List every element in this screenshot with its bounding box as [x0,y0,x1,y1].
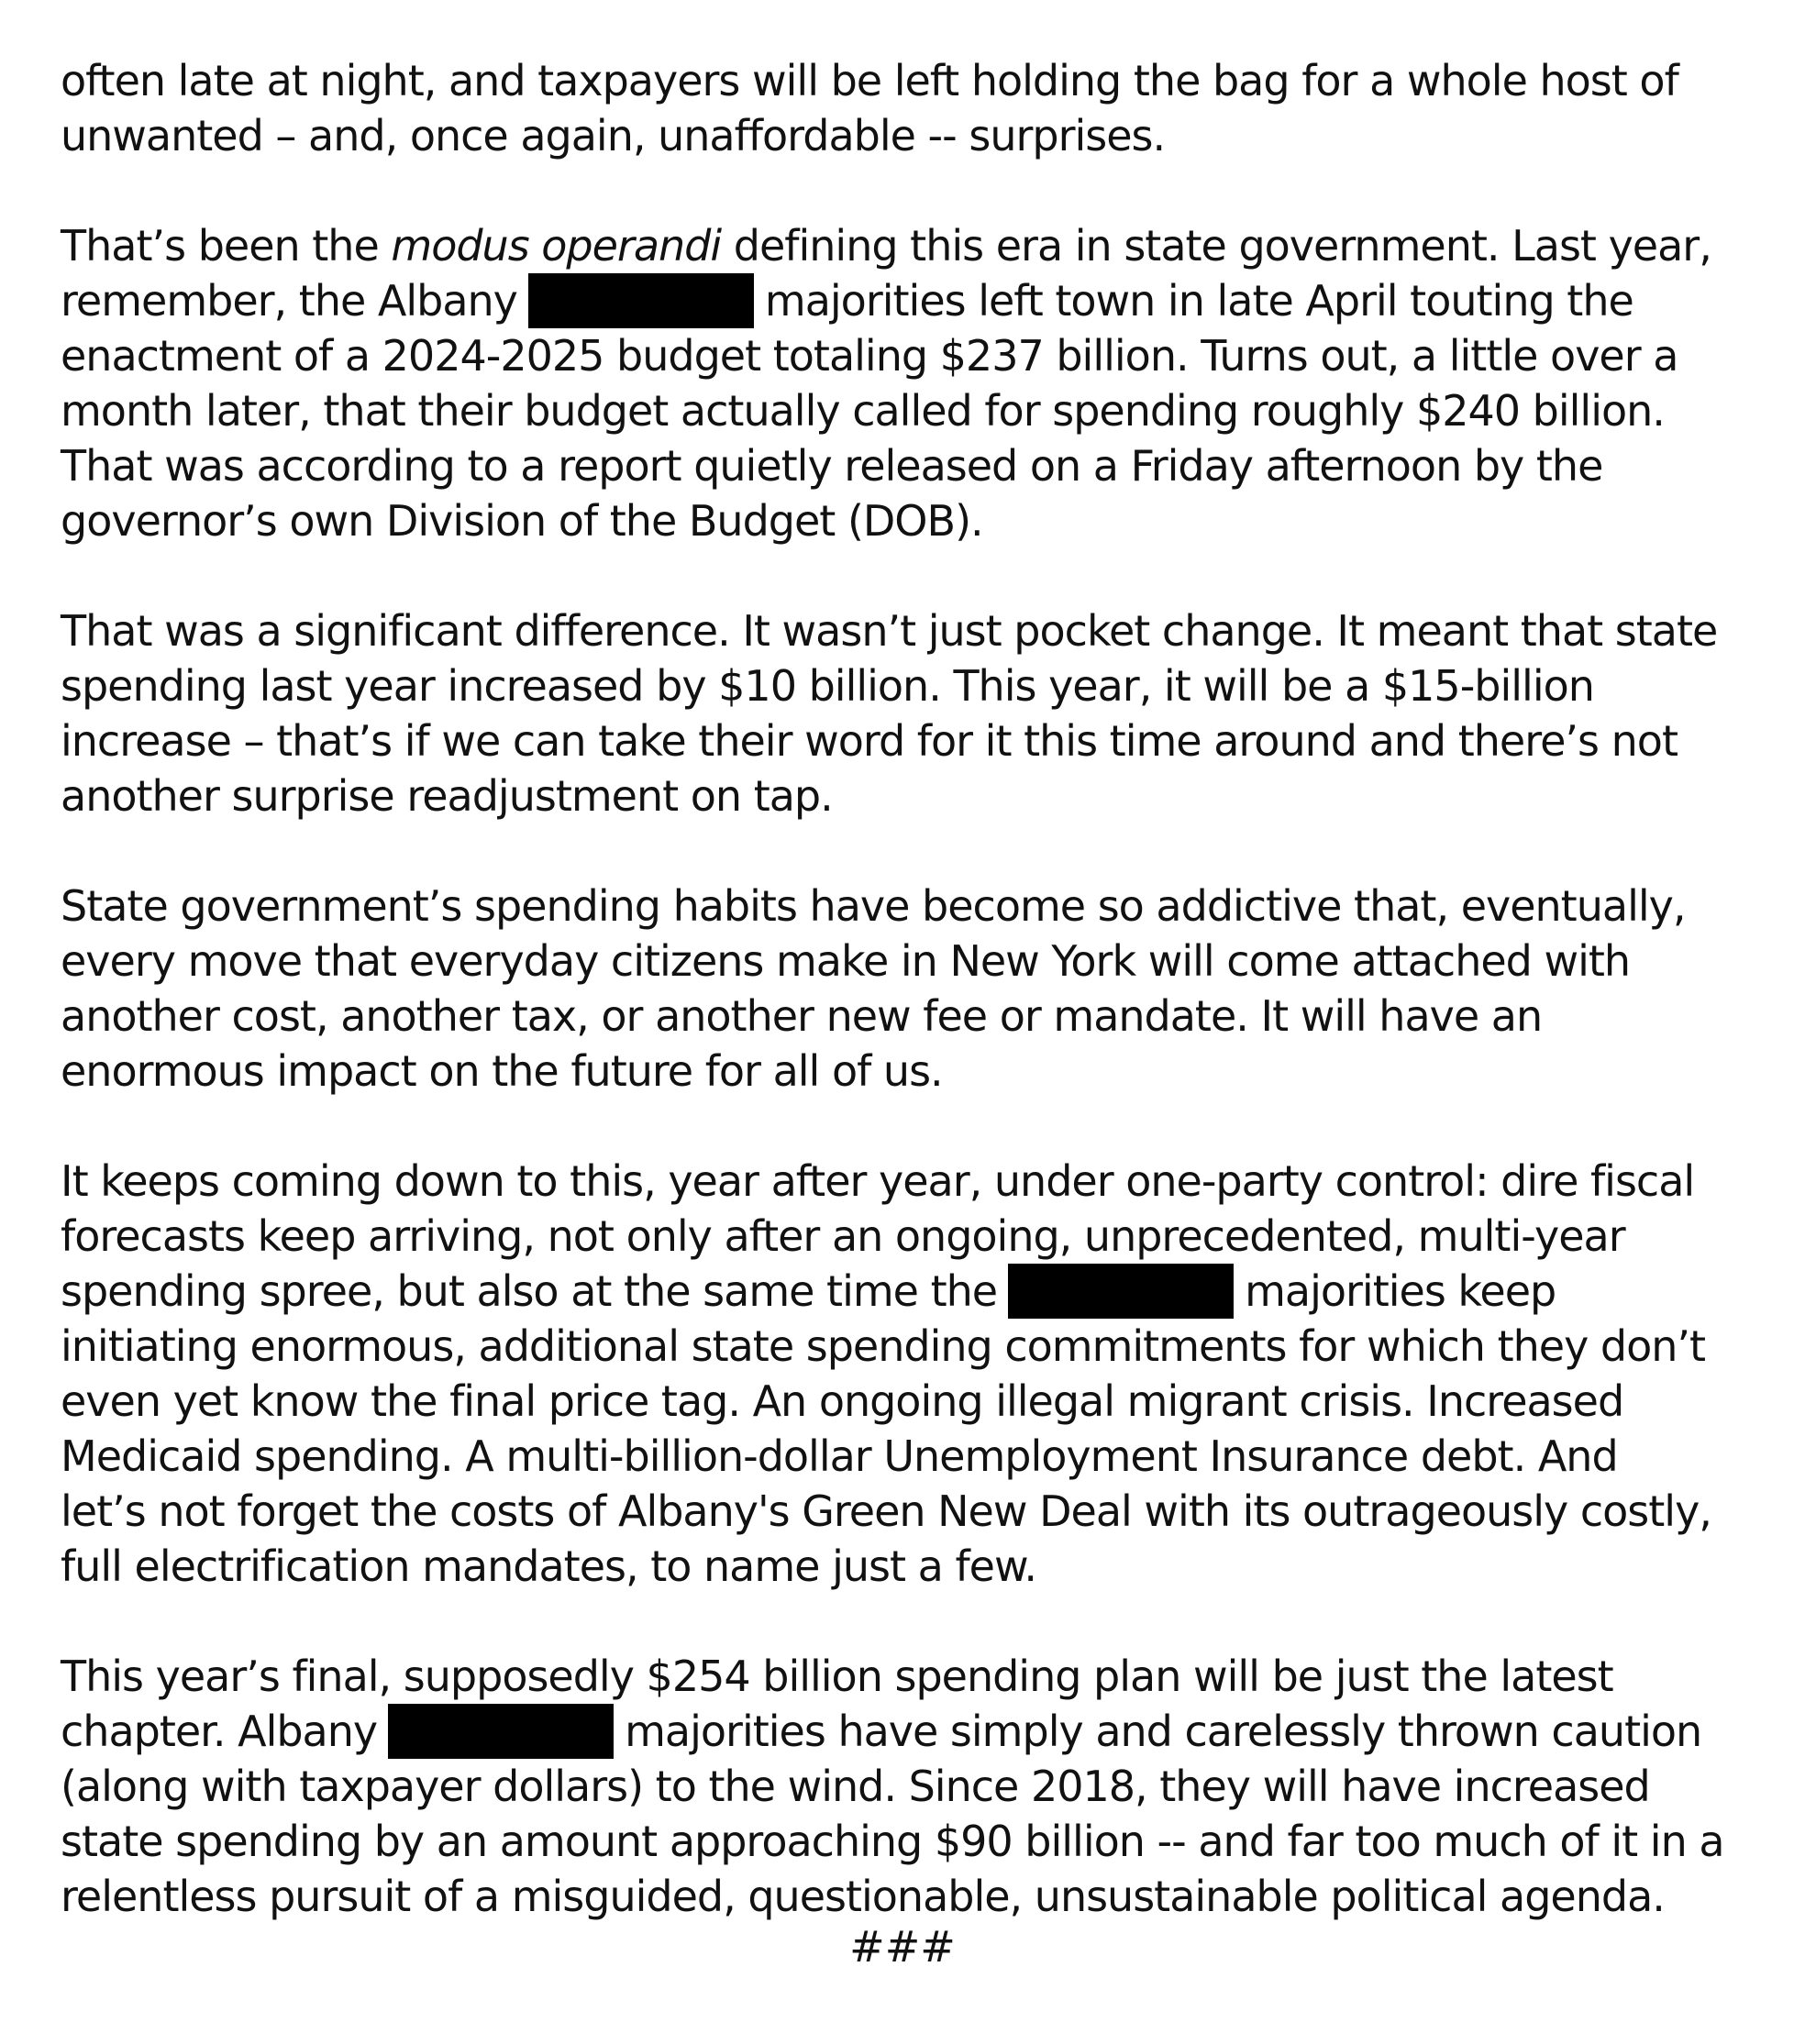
text-line [61,1264,1766,1319]
text-line: spending last year increased by $10 billion. This year, it will be a $15-billion [61,661,1594,711]
text-line: often late at night, and taxpayers will be left holding the bag for a whole host of [61,56,1678,105]
paragraph-3 [61,603,1766,823]
text-segment: remember, the Albany [61,276,517,326]
paragraph-2 [61,218,1766,548]
text-line: another surprise readjustment on tap. [61,771,833,821]
text-line: state spending by an amount approaching $90 billion -- and far too much of it in a [61,1817,1724,1866]
text-line: initiating enormous, additional state spending commitments for which they don’t [61,1321,1706,1371]
text-line: forecasts keep arriving, not only after an ongoing, unprecedented, multi-year [61,1211,1625,1261]
italic-phrase: modus operandi [391,221,722,271]
text-line: It keeps coming down to this, year after year, under one-party control: dire fiscal [61,1156,1695,1206]
text-line: increase – that’s if we can take their word for it this time around and there’s not [61,716,1678,766]
text-line: That was a significant difference. It wasn’t just pocket change. It meant that state [61,606,1718,656]
paragraph-6 [61,1649,1766,1924]
text-segment: majorities have simply and carelessly thrown caution [625,1707,1702,1756]
text-segment: That’s been the [61,221,392,271]
text-segment: majorities keep [1245,1266,1556,1316]
paragraph-5 [61,1154,1766,1594]
text-line: Medicaid spending. A multi-billion-dollar Unemployment Insurance debt. And [61,1431,1618,1481]
text-segment: defining this era in state government. Last year, [721,221,1711,271]
paragraph-1 [61,53,1766,163]
text-line: governor’s own Division of the Budget (DOB). [61,496,983,546]
text-line [61,1704,1766,1759]
text-line [61,273,1766,328]
text-line: month later, that their budget actually called for spending roughly $240 billion. [61,386,1665,436]
text-line: State government’s spending habits have become so addictive that, eventually, [61,881,1686,931]
text-line: let’s not forget the costs of Albany's Green New Deal with its outrageously costly, [61,1486,1711,1536]
text-line: enactment of a 2024-2025 budget totaling $237 billion. Turns out, a little over a [61,331,1678,381]
text-line [61,218,1766,273]
text-line: unwanted – and, once again, unaffordable -- surprises. [61,111,1166,160]
text-line: even yet know the final price tag. An ongoing illegal migrant crisis. Increased [61,1376,1624,1426]
document-body [61,53,1766,1979]
end-mark: ### [849,1922,956,1972]
paragraph-4 [61,878,1766,1099]
text-segment: spending spree, but also at the same time the [61,1266,998,1316]
redaction-bar [1008,1264,1234,1319]
text-segment: chapter. Albany [61,1707,378,1756]
text-line: That was according to a report quietly released on a Friday afternoon by the [61,441,1603,491]
text-line: every move that everyday citizens make in New York will come attached with [61,936,1631,986]
text-segment: majorities left town in late April touting the [764,276,1633,326]
text-line: relentless pursuit of a misguided, questionable, unsustainable political agenda. [61,1872,1665,1921]
text-line: full electrification mandates, to name just a few. [61,1541,1036,1591]
text-line: another cost, another tax, or another new fee or mandate. It will have an [61,991,1543,1041]
text-line: This year’s final, supposedly $254 billion spending plan will be just the latest [61,1652,1613,1701]
redaction-bar [528,273,754,328]
text-line: enormous impact on the future for all of us. [61,1046,943,1096]
redaction-bar [388,1704,614,1759]
text-line: (along with taxpayer dollars) to the wind. Since 2018, they will have increased [61,1762,1650,1811]
